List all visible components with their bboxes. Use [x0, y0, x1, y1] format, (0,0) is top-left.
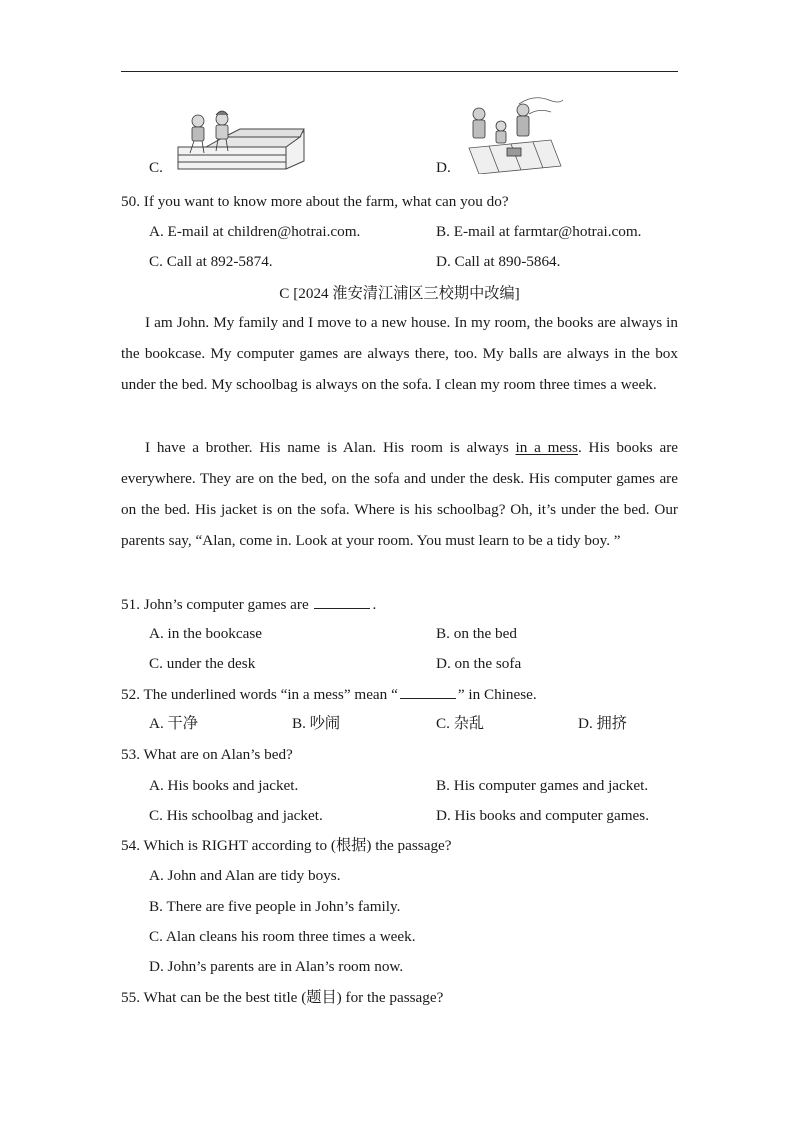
- q50-option-b: B. E-mail at farmtar@hotrai.com.: [436, 223, 642, 240]
- option-d-label: D.: [436, 159, 451, 176]
- q55-stem: 55. What can be the best title (题目) for the passage?: [121, 989, 444, 1006]
- passage-paragraph-1: I am John. My family and I move to a new house. In my room, the books are always in the bookcase. My computer games are always there, too. My balls are always in the box under the bed. My schoolbag is always on the sofa. I clean my room three times a week.: [121, 314, 678, 393]
- q52-option-c: C. 杂乱: [436, 715, 485, 732]
- q50-option-d: D. Call at 890-5864.: [436, 253, 561, 270]
- q53-option-a: A. His books and jacket.: [149, 777, 299, 794]
- children-on-steps-image: [176, 109, 308, 171]
- answer-blank: [314, 594, 370, 609]
- top-rule: [121, 71, 678, 72]
- q54-stem: 54. Which is RIGHT according to (根据) the passage?: [121, 837, 452, 854]
- q54-option-b: B. There are five people in John’s family.: [149, 898, 401, 915]
- q51-stem-end: .: [372, 596, 377, 613]
- q54-option-c: C. Alan cleans his room three times a week.: [149, 928, 416, 945]
- q51-option-d: D. on the sofa: [436, 655, 522, 672]
- q52-option-a: A. 干净: [149, 715, 198, 732]
- para2-text-start: I have a brother. His name is Alan. His room is always: [145, 439, 516, 456]
- q50-option-a: A. E-mail at children@hotrai.com.: [149, 223, 361, 240]
- q52-option-d: D. 拥挤: [578, 715, 627, 732]
- q52-option-b: B. 吵闹: [292, 715, 341, 732]
- q51-option-c: C. under the desk: [149, 655, 256, 672]
- q53-option-d: D. His books and computer games.: [436, 807, 650, 824]
- q51-option-a: A. in the bookcase: [149, 625, 263, 642]
- q52-stem-end: ” in Chinese.: [457, 686, 537, 703]
- q50-stem: 50. If you want to know more about the farm, what can you do?: [121, 193, 509, 210]
- q53-option-b: B. His computer games and jacket.: [436, 777, 649, 794]
- section-c-heading: C [2024 淮安清江浦区三校期中改编]: [279, 285, 520, 302]
- q52-stem: [121, 684, 537, 705]
- q50-option-c: C. Call at 892-5874.: [149, 253, 273, 270]
- q52-stem-text: 52. The underlined words “in a mess” mean “: [121, 686, 398, 703]
- answer-blank: [400, 684, 456, 699]
- passage-paragraph-2: [121, 432, 678, 556]
- q51-option-b: B. on the bed: [436, 625, 517, 642]
- q53-option-c: C. His schoolbag and jacket.: [149, 807, 323, 824]
- option-c-label: C.: [149, 159, 163, 176]
- q51-stem: [121, 594, 376, 615]
- underlined-phrase: in a mess: [515, 439, 578, 456]
- q53-stem: 53. What are on Alan’s bed?: [121, 746, 293, 763]
- q51-stem-text: 51. John’s computer games are: [121, 596, 313, 613]
- family-picnic-image: [459, 96, 563, 174]
- q54-option-d: D. John’s parents are in Alan’s room now.: [149, 958, 404, 975]
- q54-option-a: A. John and Alan are tidy boys.: [149, 867, 341, 884]
- para2-text-end: . His books are everywhere. They are on the bed, on the sofa and under the desk. His computer games are on the bed. His jacket is on the sofa. Where is his schoolbag? Oh, it’s under the bed. Our parents say, “Alan, come in. Look at your room. You must learn to be a tidy boy. ”: [121, 439, 678, 549]
